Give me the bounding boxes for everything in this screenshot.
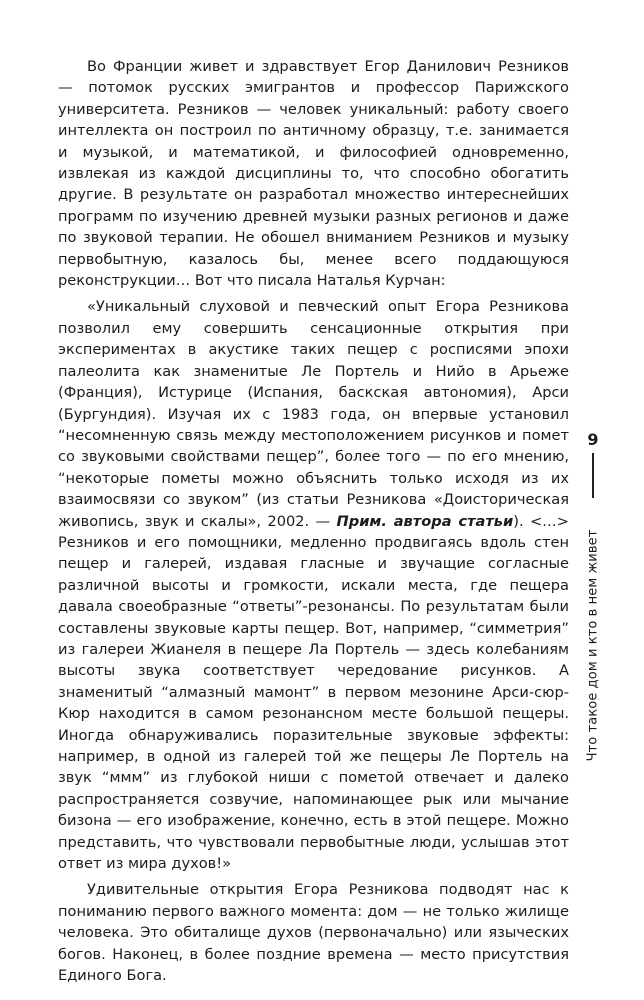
paragraph-2-quote: [58, 296, 569, 874]
paragraph-3: Удивительные открытия Егора Резникова подводят нас к пониманию первого важного момента: дом — не только жилище человека. Это обиталище духов (первоначально) или языческих богов. Наконец, в более поздние времена — место присутствия Единого Бога.: [58, 881, 569, 985]
page-number: 9: [587, 430, 599, 449]
main-text-column: [58, 56, 569, 991]
paragraph-1: Во Франции живет и здравствует Егор Данилович Резников — потомок русских эмигрантов и профессор Парижского университета. Резников — человек уникальный: работу своего интеллекта он построил по античному образцу, т.е. занимается и музыкой, и математикой, и философией одновременно, извлекая из каждой дисциплины то, что способно обогатить другие. В результате он разработал множество интереснейших программ по изучению древней музыки разных регионов и даже по звуковой терапии. Не обошел вниманием Резников и музыку первобытную, казалось бы, менее всего поддающуюся реконструкции… Вот что писала Наталья Курчан:: [58, 58, 569, 290]
quote-text-part-2: ). <…> Резников и его помощники, медленно продвигаясь вдоль стен пещер и галерей, издавая гласные и звучащие согласные различной высоты и громкости, искали места, где пещера давала своеобразные “ответы”-резонансы. По результатам были составлены звуковые карты пещер. Вот, например, “симметрия” из галереи Жианеля в пещере Ла Портель — здесь колебаниям высоты звука соответствует чередование рисунков. А знаменитый “алмазный мамонт” в первом мезонине Арси-сюр-Кюр находится в самом резонансном месте большой пещеры. Иногда обнаруживались поразительные звуковые эффекты: например, в одной из галерей той же пещеры Ле Портель на звук “ммм” из глубокой ниши с пометой отвечает и далеко распространяется созвучие, напоминающее рык или мычание бизона — его изображение, конечно, есть в этой пещере. Можно представить, что чувствовали первобытные люди, услышав этот ответ из мира духов!»: [58, 512, 569, 873]
running-head: [582, 510, 604, 780]
quote-text-part-1: «Уникальный слуховой и певческий опыт Егора Резникова позволил ему совершить сенсационные открытия при экспериментах в акустике таких пещер с росписями эпохи палеолита как знаменитые Ле Портель и Нийо в Арьеже (Франция), Истурице (Испания, баскская автономия), Арси (Бургундия). Изучая их с 1983 года, он впервые установил “несомненную связь между местоположением рисунков и помет со звуковыми свойствами пещер”, более того — по его мнению, “некоторые пометы можно объяснить только исходя из их взаимосвязи со звуком” (из статьи Резникова «Доисторическая живопись, звук и скалы», 2002. —: [58, 298, 569, 530]
author-note: Прим. автора статьи: [336, 512, 514, 530]
running-head-text: Что такое дом и кто в нем живет: [585, 529, 601, 761]
side-divider: [592, 453, 594, 498]
